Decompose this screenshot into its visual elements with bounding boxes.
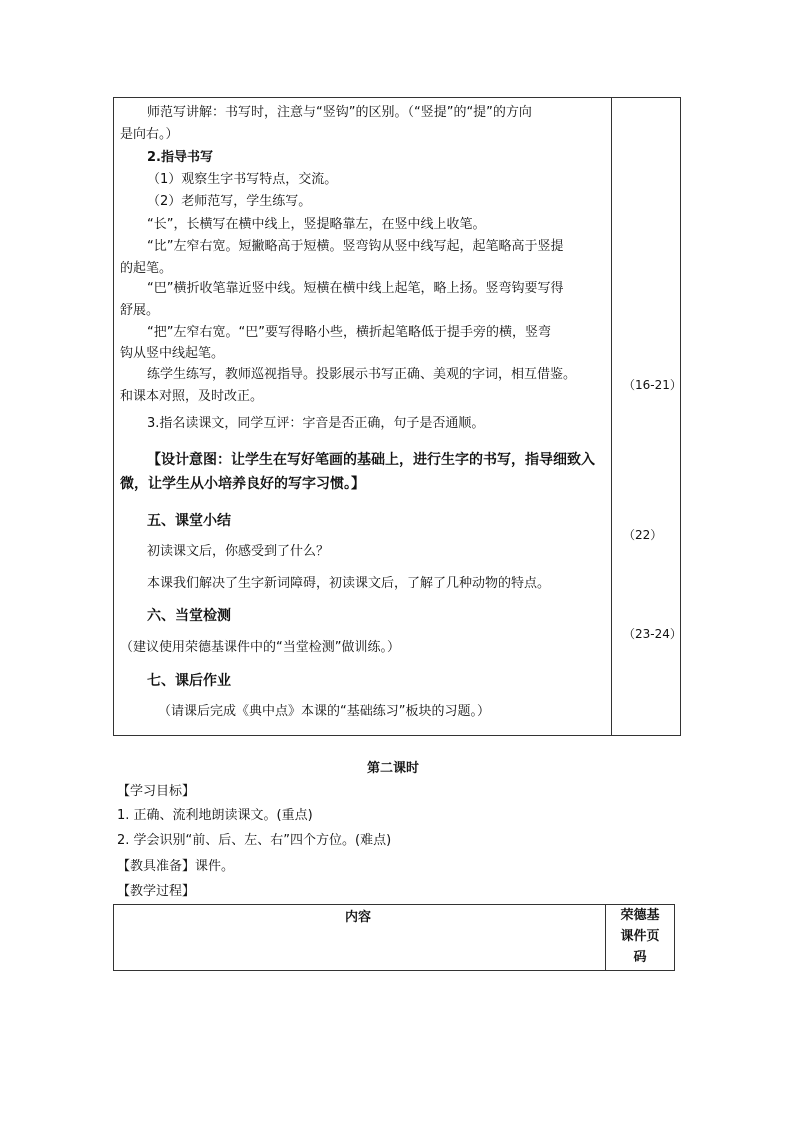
page-code: （16-21） (623, 378, 682, 392)
section-heading: 七、课后作业 (147, 673, 231, 689)
lesson-table-divider (611, 97, 612, 736)
text-line: 练学生练写，教师巡视指导。投影展示书写正确、美观的字词，相互借鉴。 (147, 367, 577, 382)
design-intent: 微，让学生从小培养良好的写字习惯。】 (120, 476, 365, 492)
text-line: “比”左窄右宽。短撇略高于短横。竖弯钩从竖中线写起，起笔略高于竖提 (147, 239, 564, 254)
subheading: 2.指导书写 (147, 150, 213, 165)
goal-item: 1. 正确、流利地朗读课文。(重点) (117, 808, 313, 823)
text-line: 钩从竖中线起笔。 (120, 346, 225, 361)
page-title: 第二课时 (367, 761, 420, 776)
header-line: 码 (633, 950, 647, 965)
text-line: 本课我们解决了生字新词障碍，初读课文后，了解了几种动物的特点。 (147, 576, 551, 591)
column-header-page (606, 905, 674, 968)
goals-label: 【学习目标】 (117, 784, 196, 799)
section-heading: 六、当堂检测 (147, 608, 231, 624)
design-intent: 【设计意图：让学生在写好笔画的基础上，进行生字的书写，指导细致入 (147, 452, 595, 468)
section-heading: 五、课堂小结 (147, 513, 231, 529)
text-line: （请课后完成《典中点》本课的“基础练习”板块的习题。） (158, 704, 490, 719)
text-line: 师范写讲解：书写时，注意与“竖钩”的区别。（“竖提”的“提”的方向 (147, 105, 532, 120)
goal-item: 2. 学会识别“前、后、左、右”四个方位。(难点) (117, 833, 392, 848)
header-line: 课件页 (620, 929, 660, 944)
text-line: 的起笔。 (120, 261, 173, 276)
text-line: “巴”横折收笔靠近竖中线。短横在横中线上起笔，略上扬。竖弯钩要写得 (147, 281, 564, 296)
text-line: 和课本对照，及时改正。 (120, 389, 264, 404)
text-line: （1）观察生字书写特点，交流。 (147, 172, 338, 187)
page-code: （22） (623, 528, 663, 542)
process-label: 【教学过程】 (117, 884, 196, 899)
text-line: 初读课文后，你感受到了什么？ (147, 544, 330, 559)
column-header-content: 内容 (345, 910, 372, 925)
text-line: 3.指名读课文，同学互评：字音是否正确，句子是否通顺。 (147, 416, 485, 431)
text-line: 是向右。） (120, 127, 179, 142)
text-line: “把”左窄右宽。“巴”要写得略小些，横折起笔略低于提手旁的横，竖弯 (147, 325, 551, 340)
page-code: （23-24） (623, 627, 682, 641)
prep-line: 【教具准备】课件。 (117, 859, 235, 874)
header-line: 荣德基 (620, 908, 660, 923)
process-table (113, 904, 675, 971)
text-line: 舒展。 (120, 303, 160, 318)
text-line: （2）老师范写，学生练写。 (147, 194, 312, 209)
text-line: （建议使用荣德基课件中的“当堂检测”做训练。） (120, 640, 400, 655)
text-line: “长”，长横写在横中线上，竖提略靠左，在竖中线上收笔。 (147, 217, 486, 232)
